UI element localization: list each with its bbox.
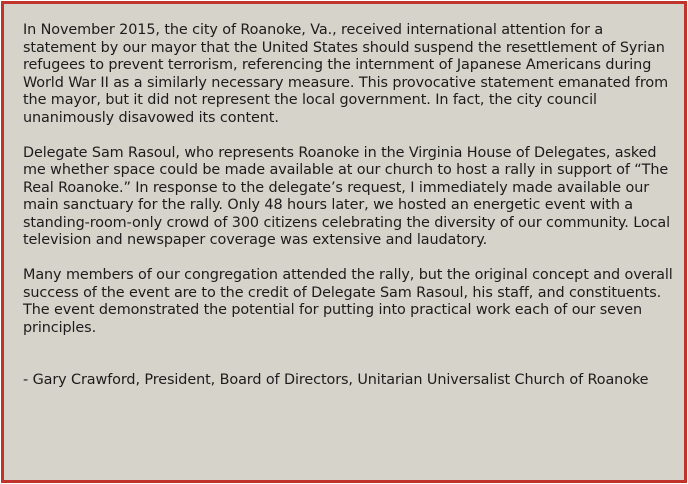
paragraph-mayor-statement: In November 2015, the city of Roanoke, Va., received international attention for a statement by our mayor that the United States should suspend the resettlement of Syrian refugees to prevent terrorism, referencing the internment of Japanese Americans during World War II as a similarly necessary measure. This provocative statement emanated from the mayor, but it did not represent the local government. In fact, the city council unanimously disavowed its content.	[23, 22, 669, 126]
quote-box	[1, 1, 687, 483]
quote-body	[23, 22, 673, 390]
attribution: - Gary Crawford, President, Board of Directors, Unitarian Universalist Church of Roanoke	[23, 372, 649, 388]
paragraph-congregation: Many members of our congregation attended the rally, but the original concept and overall success of the event are to the credit of Delegate Sam Rasoul, his staff, and constituents. The event demonstrated the potential for putting into practical work each of our seven principles.	[23, 267, 673, 336]
paragraph-rally: Delegate Sam Rasoul, who represents Roanoke in the Virginia House of Delegates, asked me whether space could be made available at our church to host a rally in support of “The Real Roanoke.” In response to the delegate’s request, I immediately made available our main sanctuary for the rally. Only 48 hours later, we hosted an energetic event with a standing-room-only crowd of 300 citizens celebrating the diversity of our community. Local television and newspaper coverage was extensive and laudatory.	[23, 144, 670, 248]
